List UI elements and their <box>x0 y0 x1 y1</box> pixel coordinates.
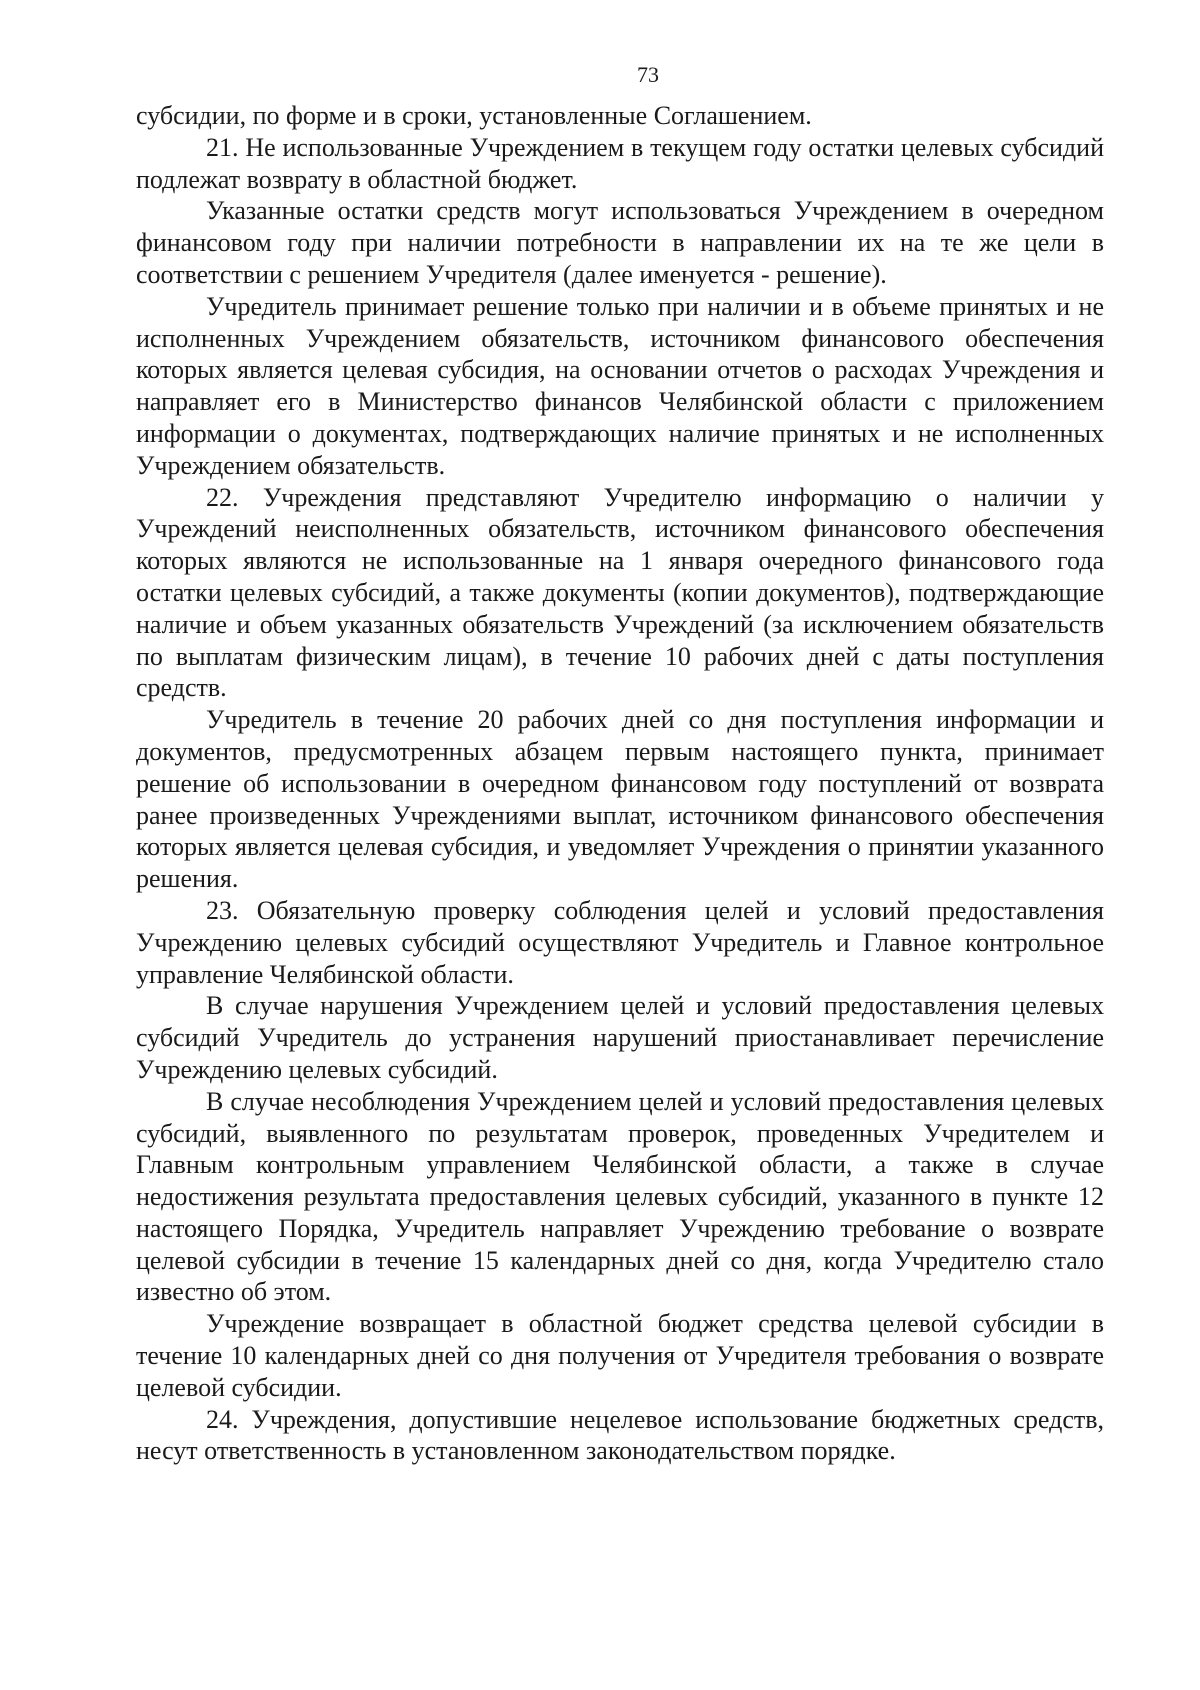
paragraph-founder-20-days: Учредитель в течение 20 рабочих дней со дня поступления информации и документов, предусмотренных абзацем первым настоящего пункта, принимает решение об использовании в очередном финансовом году поступлений от возврата ранее произведенных Учреждениями выплат, источником финансового обеспечения которых является целевая субсидия, и уведомляет Учреждения о принятии указанного решения. <box>136 705 1104 894</box>
paragraph-item-22: 22. Учреждения представляют Учредителю информацию о наличии у Учреждений неисполненных обязательств, источником финансового обеспечения которых являются не использованные на 1 января очередного финансового года остатки целевых субсидий, а также документы (копии документов), подтверждающие наличие и объем указанных обязательств Учреждений (за исключением обязательств по выплатам физическим лицам), в течение 10 рабочих дней с даты поступления средств. <box>136 482 1104 703</box>
paragraph-item-24: 24. Учреждения, допустившие нецелевое использование бюджетных средств, несут ответственность в установленном законодательством порядке. <box>136 1404 1104 1466</box>
document-body <box>136 100 1104 1467</box>
paragraph-noncompliance: В случае несоблюдения Учреждением целей и условий предоставления целевых субсидий, выявленного по результатам проверок, проведенных Учредителем и Главным контрольным управлением Челябинской области, а также в случае недостижения результата предоставления целевых субсидий, указанного в пункте 12 настоящего Порядка, Учредитель направляет Учреждению требование о возврате целевой субсидии в течение 15 календарных дней со дня, когда Учредителю стало известно об этом. <box>136 1086 1104 1307</box>
page-number: 73 <box>637 62 659 87</box>
paragraph-return-funds: Учреждение возвращает в областной бюджет средства целевой субсидии в течение 10 календарных дней со дня получения от Учредителя требования о возврате целевой субсидии. <box>136 1309 1104 1402</box>
paragraph-founder-decision: Учредитель принимает решение только при наличии и в объеме принятых и не исполненных Учреждением обязательств, источником финансового обеспечения которых является целевая субсидия, на основании отчетов о расходах Учреждения и направляет его в Министерство финансов Челябинской области с приложением информации о документах, подтверждающих наличие принятых и не исполненных Учреждением обязательств. <box>136 291 1104 480</box>
paragraph-item-21: 21. Не использованные Учреждением в текущем году остатки целевых субсидий подлежат возврату в областной бюджет. <box>136 132 1104 194</box>
paragraph-item-23: 23. Обязательную проверку соблюдения целей и условий предоставления Учреждению целевых субсидий осуществляют Учредитель и Главное контрольное управление Челябинской области. <box>136 895 1104 989</box>
paragraph-violation: В случае нарушения Учреждением целей и условий предоставления целевых субсидий Учредитель до устранения нарушений приостанавливает перечисление Учреждению целевых субсидий. <box>136 991 1104 1084</box>
paragraph-remaining-funds: Указанные остатки средств могут использоваться Учреждением в очередном финансовом году при наличии потребности в направлении их на те же цели в соответствии с решением Учредителя (далее именуется - решение). <box>136 196 1104 289</box>
paragraph-continuation: субсидии, по форме и в сроки, установленные Соглашением. <box>136 101 812 130</box>
